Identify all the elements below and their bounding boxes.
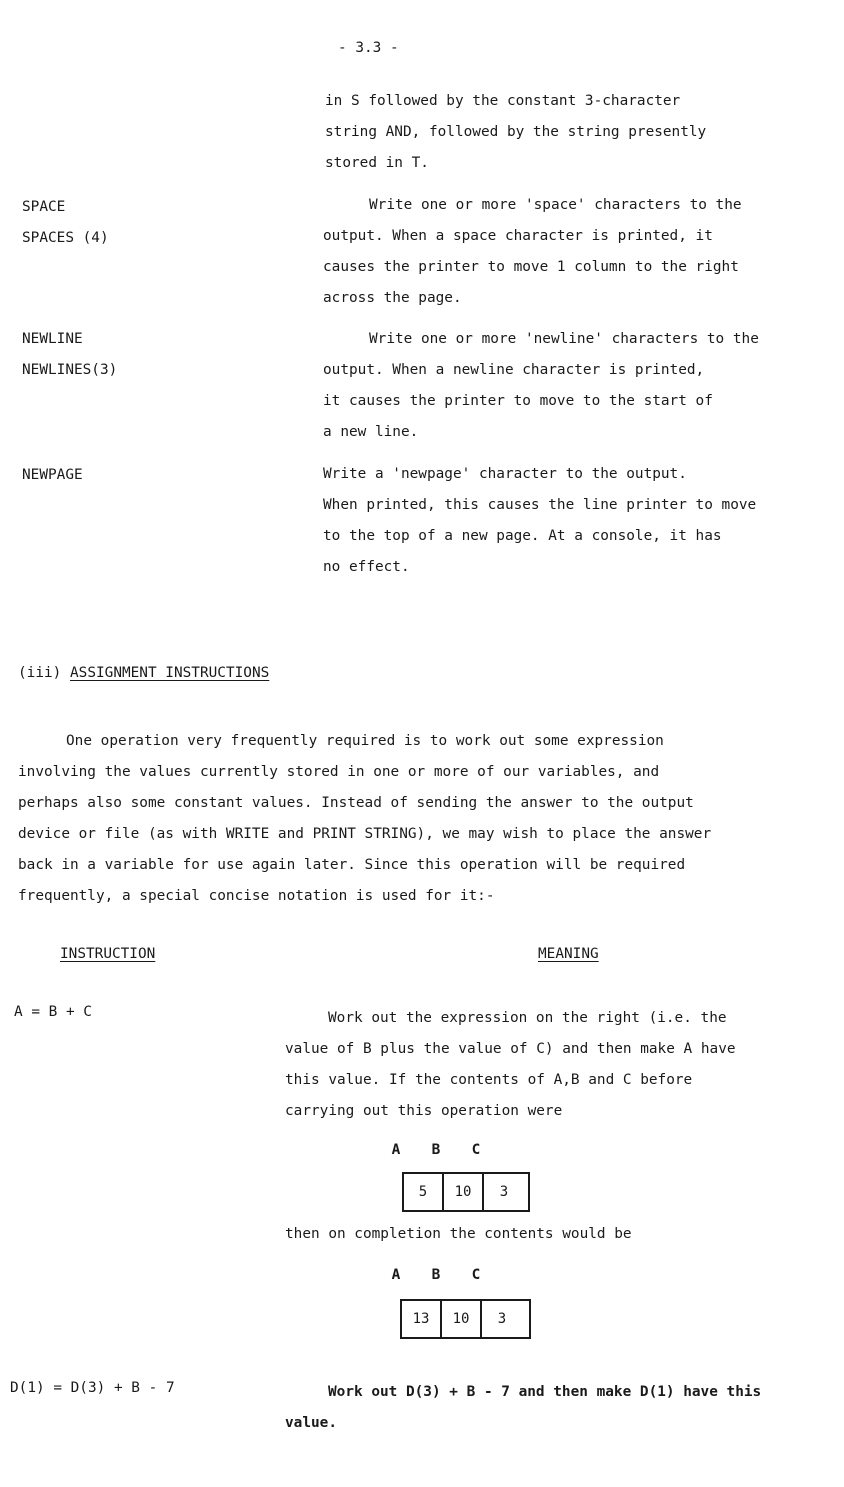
intro-paragraph <box>18 726 711 912</box>
cell-value: 10 <box>442 1301 482 1337</box>
definition-space <box>323 190 742 314</box>
term-label: NEWPAGE <box>22 467 83 483</box>
cell-labels <box>376 1142 496 1158</box>
column-heading-meaning: MEANING <box>538 946 599 962</box>
page-number: - 3.3 - <box>338 40 399 56</box>
text-line: When printed, this causes the line printer to move <box>323 497 757 513</box>
example-instruction: D(1) = D(3) + B - 7 <box>10 1380 175 1396</box>
term-label: SPACE <box>22 199 66 215</box>
text-line: Write one or more 'space' characters to the <box>369 197 742 213</box>
text-line: output. When a space character is printed, it <box>323 228 713 244</box>
text-line: a new line. <box>323 424 419 440</box>
text-line: Write a 'newpage' character to the output. <box>323 466 687 482</box>
text-line: output. When a newline character is printed, <box>323 362 705 378</box>
example-meaning <box>285 1003 736 1127</box>
example-instruction: A = B + C <box>14 1004 92 1020</box>
term-label: NEWLINES(3) <box>22 362 118 378</box>
text-line: frequently, a special concise notation is used for it:- <box>18 888 495 904</box>
text-line: involving the values currently stored in one or more of our variables, and <box>18 764 660 780</box>
text-line: value. <box>285 1415 337 1431</box>
definition-newline <box>323 324 759 448</box>
text-line: carrying out this operation were <box>285 1103 563 1119</box>
text-line: device or file (as with WRITE and PRINT STRING), we may wish to place the answer <box>18 826 712 842</box>
cell-label: C <box>471 1267 481 1283</box>
text-line: value of B plus the value of C) and then make A have <box>285 1041 736 1057</box>
text-line: it causes the printer to move to the start of <box>323 393 713 409</box>
cell-value: 3 <box>497 1311 507 1327</box>
definition-newpage <box>323 459 756 583</box>
cell-label: B <box>431 1267 441 1283</box>
term-label: NEWLINE <box>22 331 83 347</box>
cell-label: A <box>391 1267 401 1283</box>
cell-value: 10 <box>444 1174 484 1210</box>
text-line: Write one or more 'newline' characters to the <box>369 331 759 347</box>
column-heading-instruction: INSTRUCTION <box>60 946 156 962</box>
term-label: SPACES (4) <box>22 230 109 246</box>
cell-labels <box>376 1267 496 1283</box>
cell-label: C <box>471 1142 481 1158</box>
then-text: then on completion the contents would be <box>285 1226 632 1242</box>
cells-before <box>402 1172 530 1212</box>
section-title: ASSIGNMENT INSTRUCTIONS <box>70 665 270 681</box>
term-space <box>22 192 109 254</box>
text-line: One operation very frequently required is to work out some expression <box>66 733 664 749</box>
text-line: Work out D(3) + B - 7 and then make D(1) have this <box>328 1384 762 1400</box>
cell-value: 13 <box>402 1301 442 1337</box>
text-line: string AND, followed by the string presently <box>325 124 707 140</box>
text-line: causes the printer to move 1 column to the right <box>323 259 739 275</box>
section-heading <box>18 665 269 681</box>
text-line: in S followed by the constant 3-character <box>325 93 681 109</box>
text-line: to the top of a new page. At a console, it has <box>323 528 722 544</box>
continuation-text <box>325 86 706 179</box>
text-line: Work out the expression on the right (i.e. the <box>328 1010 727 1026</box>
section-number: (iii) <box>18 665 62 681</box>
text-line: back in a variable for use again later. Since this operation will be required <box>18 857 686 873</box>
cell-value: 5 <box>404 1174 444 1210</box>
text-line: this value. If the contents of A,B and C before <box>285 1072 693 1088</box>
term-newline <box>22 324 117 386</box>
text-line: perhaps also some constant values. Instead of sending the answer to the output <box>18 795 694 811</box>
cell-label: A <box>391 1142 401 1158</box>
text-line: no effect. <box>323 559 410 575</box>
cells-after <box>400 1299 531 1339</box>
cell-value: 3 <box>499 1184 509 1200</box>
example-meaning <box>285 1377 761 1439</box>
text-line: across the page. <box>323 290 462 306</box>
text-line: stored in T. <box>325 155 429 171</box>
term-newpage <box>22 460 83 491</box>
cell-label: B <box>431 1142 441 1158</box>
